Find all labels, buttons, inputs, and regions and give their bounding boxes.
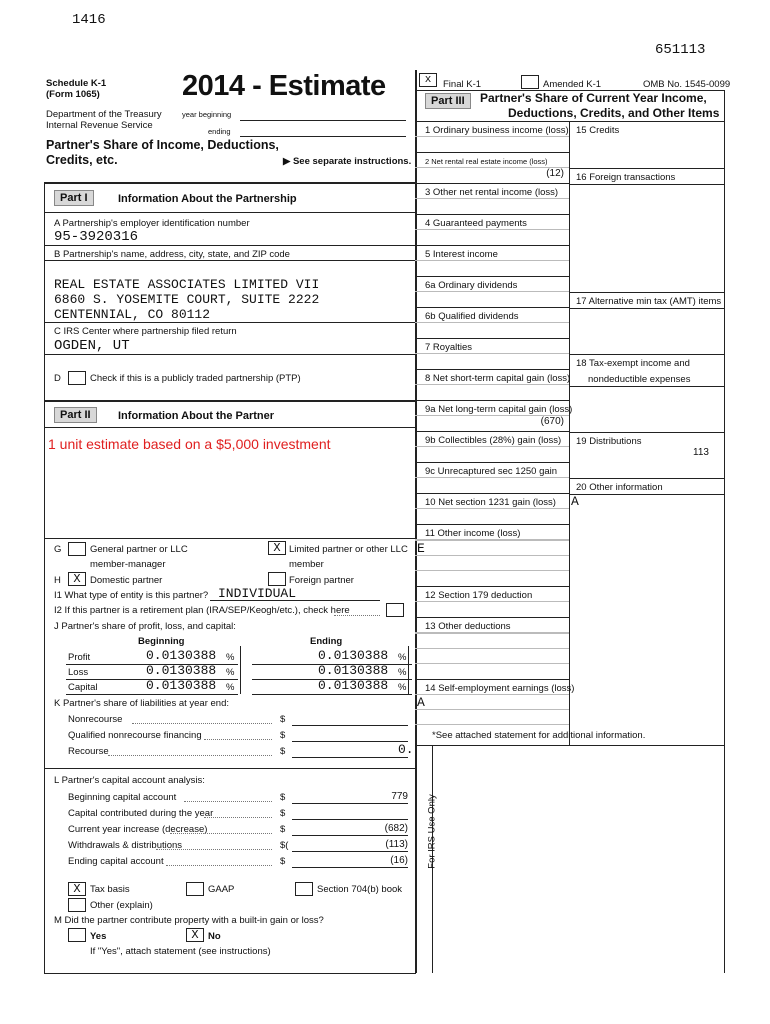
leader-dots (156, 849, 272, 850)
g-letter: G (54, 544, 62, 555)
entity-type-value: INDIVIDUAL (218, 586, 297, 601)
irs-use-only: For IRS Use Only (426, 794, 438, 869)
line-rule (415, 245, 569, 246)
line-rule (415, 400, 569, 401)
irs-center-label: C IRS Center where partnership filed return (54, 326, 237, 337)
percent-sign: % (226, 652, 235, 663)
percent-sign: % (398, 652, 407, 663)
domestic-partner-checkbox[interactable]: X (68, 572, 86, 586)
value-rule (292, 757, 408, 758)
capital-row-label: Beginning capital account (68, 792, 177, 803)
line-rule (415, 276, 569, 277)
leader-dots (204, 817, 272, 818)
line-rule (415, 183, 569, 184)
value-rule (292, 835, 408, 836)
leader-dots (204, 739, 272, 740)
dollar-sign: $ (280, 714, 286, 725)
line-subrule (415, 648, 569, 649)
capital-row-label: Capital contributed during the year (68, 808, 214, 819)
line-label: 9b Collectibles (28%) gain (loss) (425, 435, 562, 446)
builtin-yes-checkbox[interactable] (68, 928, 86, 942)
capital-row-label: Withdrawals & distributions (68, 840, 183, 851)
share-begin-value: 0.0130388 (146, 648, 217, 663)
value-rule (292, 819, 408, 820)
ending-header: Ending (310, 636, 343, 647)
see-instructions: ▶ See separate instructions. (283, 156, 412, 167)
line-label: 11 Other income (loss) (425, 528, 521, 539)
line-rule (415, 617, 569, 618)
partnership-address: 6860 S. YOSEMITE COURT, SUITE 2222 (54, 292, 320, 307)
leader-dots (184, 801, 272, 802)
line-label: 3 Other net rental income (loss) (425, 187, 559, 198)
year-beginning-label: year beginning (182, 110, 232, 119)
dept-line1: Department of the Treasury (46, 109, 162, 120)
percent-sign: % (226, 682, 235, 693)
line-rule (415, 369, 569, 370)
share-end-value: 0.0130388 (318, 663, 389, 678)
part3-title-line2: Deductions, Credits, and Other Items (508, 106, 720, 120)
builtin-yes-label: Yes (90, 931, 107, 942)
line-subrule (415, 555, 569, 556)
statement-note: *See attached statement for additional information. (432, 730, 646, 741)
general-partner-checkbox[interactable] (68, 542, 86, 556)
other-income-code: E (417, 541, 425, 556)
line-rule (415, 493, 569, 494)
line-subrule (415, 540, 569, 541)
line-label: 1 Ordinary business income (loss) (425, 125, 569, 136)
capital-row-value: (16) (390, 855, 408, 866)
page-number: 1416 (72, 12, 106, 28)
builtin-note: If "Yes", attach statement (see instructions) (90, 946, 271, 957)
line-subrule (415, 477, 569, 478)
member-label: member (289, 559, 324, 570)
domestic-partner-label: Domestic partner (90, 575, 163, 586)
partnership-name: REAL ESTATE ASSOCIATES LIMITED VII (54, 277, 320, 292)
distributions-label: 19 Distributions (576, 436, 642, 447)
ptp-label: Check if this is a publicly traded partnership (PTP) (90, 373, 301, 384)
row-rule (252, 694, 412, 695)
credits-label: 15 Credits (576, 125, 620, 136)
foreign-partner-label: Foreign partner (289, 575, 354, 586)
nondeductible-label: nondeductible expenses (588, 374, 691, 385)
line-rule (415, 307, 569, 308)
dollar-sign: $ (280, 792, 286, 803)
line-rule (415, 586, 569, 587)
line-subrule (415, 415, 569, 416)
capital-row-label: Current year increase (decrease) (68, 824, 208, 835)
dollar-sign: $ (280, 856, 286, 867)
line-subrule (415, 663, 569, 664)
dollar-sign: $ (280, 808, 286, 819)
line-label: 4 Guaranteed payments (425, 218, 527, 229)
main-title-line1: Partner's Share of Income, Deductions, (46, 138, 279, 152)
ptp-checkbox[interactable] (68, 371, 86, 385)
amended-k1-checkbox[interactable] (521, 75, 539, 89)
page-title: 2014 - Estimate (182, 70, 386, 102)
builtin-gain-question: M Did the partner contribute property with a built-in gain or loss? (54, 915, 324, 926)
share-row-label: Capital (68, 682, 98, 693)
omb-number: OMB No. 1545-0099 (643, 79, 731, 90)
line-subrule (415, 570, 569, 571)
partnership-name-label: B Partnership's name, address, city, state, and ZIP code (54, 249, 290, 260)
sequence-id: 651113 (655, 42, 706, 58)
limited-partner-label: Limited partner or other LLC (289, 544, 408, 555)
line-subrule (415, 724, 569, 725)
builtin-no-label: No (208, 931, 221, 942)
line-subrule (415, 136, 569, 137)
share-divider (408, 646, 409, 694)
schedule-label: Schedule K-1 (46, 78, 107, 89)
line-label: 9a Net long-term capital gain (loss) (425, 404, 573, 415)
leader-dots (108, 755, 272, 756)
gaap-checkbox[interactable] (186, 882, 204, 896)
line-subrule (415, 446, 569, 447)
section-704b-checkbox[interactable] (295, 882, 313, 896)
value-rule (292, 725, 408, 726)
ein-label: A Partnership's employer identification number (54, 218, 250, 229)
leader-dots (166, 865, 272, 866)
line-rule (415, 338, 569, 339)
line-label: 7 Royalties (425, 342, 472, 353)
limited-partner-checkbox[interactable]: X (268, 541, 286, 555)
amt-items-label: 17 Alternative min tax (AMT) items (576, 296, 722, 307)
line-subrule (415, 291, 569, 292)
partnership-city: CENTENNIAL, CO 80112 (54, 307, 211, 322)
other-info-code: A (571, 494, 579, 509)
estimate-note: 1 unit estimate based on a $5,000 investment (48, 436, 331, 452)
line-label: 2 Net rental real estate income (loss) (425, 157, 548, 166)
line-subrule (415, 198, 569, 199)
tax-basis-label: Tax basis (90, 884, 130, 895)
line-label: 8 Net short-term capital gain (loss) (425, 373, 571, 384)
builtin-no-checkbox[interactable]: X (186, 928, 204, 942)
dollar-sign: $ (280, 730, 286, 741)
part1-title: Information About the Partnership (118, 193, 297, 205)
share-divider (240, 646, 241, 694)
value-rule (292, 867, 408, 868)
beginning-header: Beginning (138, 636, 185, 647)
tax-basis-checkbox[interactable]: X (68, 882, 86, 896)
dollar-sign: $ (280, 746, 286, 757)
line-subrule (415, 260, 569, 261)
self-employment-code: A (417, 695, 425, 710)
capital-row-value: 779 (391, 791, 408, 802)
section-704b-label: Section 704(b) book (317, 884, 403, 895)
line-subrule (415, 167, 569, 168)
h-letter: H (54, 575, 61, 586)
line-subrule (415, 322, 569, 323)
part2-title: Information About the Partner (118, 410, 275, 422)
capital-row-value: (682) (384, 823, 408, 834)
foreign-transactions-label: 16 Foreign transactions (576, 172, 676, 183)
dept-line2: Internal Revenue Service (46, 120, 153, 131)
liability-label: Recourse (68, 746, 109, 757)
line-label: 6a Ordinary dividends (425, 280, 518, 291)
capital-analysis-label: L Partner's capital account analysis: (54, 775, 205, 786)
line-rule (415, 462, 569, 463)
share-label: J Partner's share of profit, loss, and capital: (54, 621, 236, 632)
liabilities-label: K Partner's share of liabilities at year end: (54, 698, 230, 709)
line-rule (415, 524, 569, 525)
distributions-value: 113 (693, 447, 709, 458)
part3-title-line1: Partner's Share of Current Year Income, (480, 91, 707, 105)
main-title-line2: Credits, etc. (46, 153, 118, 167)
share-end-value: 0.0130388 (318, 678, 389, 693)
arrow-right-icon: ▶ (283, 156, 291, 167)
general-partner-label: General partner or LLC (90, 544, 188, 555)
line-rule (415, 679, 569, 680)
value-rule (292, 741, 408, 742)
percent-sign: % (226, 667, 235, 678)
retirement-plan-label: I2 If this partner is a retirement plan (IRA/SEP/Keogh/etc.), check here (54, 605, 350, 616)
ending-label: ending (208, 127, 231, 136)
other-info-label: 20 Other information (576, 482, 663, 493)
capital-row-value: (113) (385, 839, 408, 850)
member-manager-label: member-manager (90, 559, 166, 570)
foreign-partner-checkbox[interactable] (268, 572, 286, 586)
part1-tag: Part I (54, 190, 94, 206)
share-row-label: Loss (68, 667, 89, 678)
share-row-label: Profit (68, 652, 91, 663)
ptp-letter: D (54, 373, 61, 384)
line-label: 14 Self-employment earnings (loss) (425, 683, 575, 694)
gaap-label: GAAP (208, 884, 235, 895)
liability-value: 0. (398, 742, 414, 757)
line-value: (12) (546, 168, 564, 179)
dollar-sign: $( (280, 840, 289, 851)
line-subrule (415, 508, 569, 509)
tax-exempt-label: 18 Tax-exempt income and (576, 358, 690, 369)
final-k1-checkbox[interactable]: x (419, 73, 437, 87)
irs-center-value: OGDEN, UT (54, 338, 130, 354)
value-rule (292, 851, 408, 852)
other-basis-checkbox[interactable] (68, 898, 86, 912)
line-subrule (415, 229, 569, 230)
row-rule (66, 694, 238, 695)
part2-tag: Part II (54, 407, 97, 423)
dollar-sign: $ (280, 824, 286, 835)
line-label: 13 Other deductions (425, 621, 511, 632)
liability-label: Qualified nonrecourse financing (68, 730, 202, 741)
percent-sign: % (398, 682, 407, 693)
line-rule (415, 152, 569, 153)
retirement-plan-checkbox[interactable] (386, 603, 404, 617)
form-label: (Form 1065) (46, 89, 100, 100)
line-subrule (415, 601, 569, 602)
line-label: 9c Unrecaptured sec 1250 gain (425, 466, 558, 477)
part3-tag: Part III (425, 93, 471, 109)
line-label: 5 Interest income (425, 249, 498, 260)
leader-dots (170, 833, 272, 834)
line-subrule (415, 633, 569, 634)
other-basis-label: Other (explain) (90, 900, 153, 911)
value-rule (292, 803, 408, 804)
line-subrule (415, 353, 569, 354)
line-subrule (415, 709, 569, 710)
line-subrule (415, 384, 569, 385)
line-label: 12 Section 179 deduction (425, 590, 533, 601)
line-rule (415, 214, 569, 215)
share-begin-value: 0.0130388 (146, 678, 217, 693)
leader-dots (132, 723, 272, 724)
line-value: (670) (540, 416, 564, 427)
final-k1-label: Final K-1 (443, 79, 482, 90)
line-rule (415, 431, 569, 432)
share-begin-value: 0.0130388 (146, 663, 217, 678)
line-subrule (415, 694, 569, 695)
percent-sign: % (398, 667, 407, 678)
share-end-value: 0.0130388 (318, 648, 389, 663)
line-label: 10 Net section 1231 gain (loss) (425, 497, 556, 508)
line-label: 6b Qualified dividends (425, 311, 519, 322)
liability-label: Nonrecourse (68, 714, 123, 725)
ein-value: 95-3920316 (54, 229, 139, 245)
capital-row-label: Ending capital account (68, 856, 164, 867)
amended-k1-label: Amended K-1 (543, 79, 602, 90)
entity-type-label: I1 What type of entity is this partner? (54, 590, 209, 601)
